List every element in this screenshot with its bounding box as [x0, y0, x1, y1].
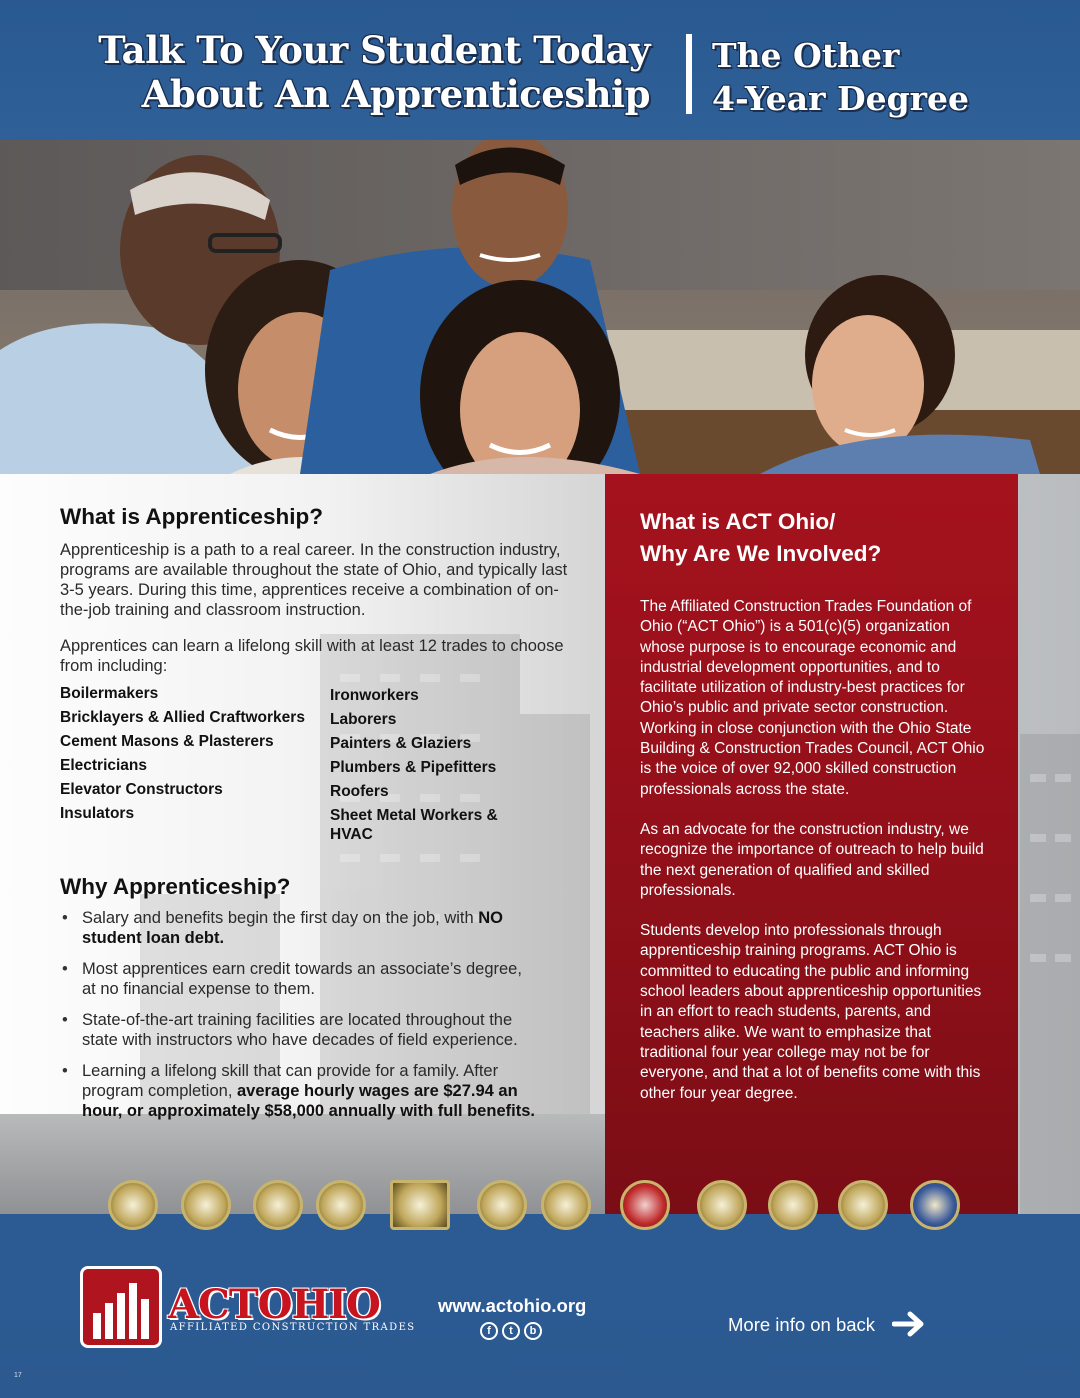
trade-item: Boilermakers	[60, 685, 159, 702]
union-badge-icon	[181, 1180, 231, 1230]
union-badge-icon	[253, 1180, 303, 1230]
why-item-text: State-of-the-art training facilities are located throughout the state with instructors who have decades of field experience.	[82, 1011, 518, 1049]
act-title-line1: What is ACT Ohio/	[640, 509, 836, 534]
why-item-bold: NO student loan debt.	[82, 909, 504, 947]
header-right-line1: The Other	[712, 36, 900, 75]
more-info-text: More info on back	[728, 1314, 876, 1335]
what-is-apprenticeship-title: What is Apprenticeship?	[60, 504, 323, 529]
why-list-item	[60, 1010, 540, 1050]
union-badge-icon	[390, 1180, 450, 1230]
trade-item: Insulators	[60, 805, 135, 822]
header-right-line2: 4-Year Degree	[712, 79, 970, 118]
trade-item: Elevator Constructors	[60, 781, 223, 798]
trade-item: Painters & Glaziers	[330, 735, 472, 752]
header-banner	[0, 0, 1080, 140]
act-paragraph-1: The Affiliated Construction Trades Foundation of Ohio (“ACT Ohio”) is a 501(c)(5) organization whose purpose is to encourage economic and industrial development opportunities, and to facilitate utilization of industry-best practices for Ohio’s public and private sector construction. Working in close conjunction with the Ohio State Building & Construction Trades Council, ACT Ohio is the voice of over 92,000 skilled construction professionals across the state.	[640, 598, 985, 798]
header-divider	[686, 34, 692, 114]
why-list-item	[60, 959, 540, 999]
trades-list-left	[60, 684, 310, 828]
union-badge-icon	[316, 1180, 366, 1230]
logo-ohio: OHIO	[257, 1281, 380, 1328]
header-left-line2: About An Apprenticeship	[141, 72, 650, 116]
header-title-right	[712, 34, 969, 120]
why-list-item	[60, 908, 540, 948]
trade-item: Cement Masons & Plasterers	[60, 733, 274, 750]
union-badge-icon	[838, 1180, 888, 1230]
trade-item: Laborers	[330, 711, 397, 728]
act-ohio-title	[640, 506, 986, 570]
what-is-paragraph-1: Apprenticeship is a path to a real career. In the construction industry, programs are available throughout the state of Ohio, and typically last 3-5 years. During this time, apprentices receive a combination of on-the-job training and classroom instruction.	[60, 541, 568, 619]
header-title-left	[98, 28, 650, 116]
union-badge-icon	[620, 1180, 670, 1230]
why-item-bold: average hourly wages are $27.94 an hour, or approximately $58,000 annually with full benefits.	[82, 1082, 535, 1120]
left-column	[60, 504, 570, 676]
trade-item: Bricklayers & Allied Craftworkers	[60, 709, 305, 726]
what-is-paragraph-2: Apprentices can learn a lifelong skill with at least 12 trades to choose from including:	[60, 637, 564, 675]
union-badge-icon	[108, 1180, 158, 1230]
social-icons	[480, 1322, 542, 1340]
footer	[0, 1214, 1080, 1398]
union-badge-icon	[477, 1180, 527, 1230]
act-ohio-logo-mark	[80, 1266, 162, 1348]
act-title-line2: Why Are We Involved?	[640, 541, 882, 566]
why-apprenticeship-section	[60, 874, 540, 1132]
why-list	[60, 908, 540, 1121]
act-ohio-logo-text	[168, 1281, 380, 1328]
act-ohio-box	[605, 474, 1018, 1214]
union-badge-icon	[768, 1180, 818, 1230]
logo-act: ACT	[168, 1281, 258, 1328]
union-badge-icon	[541, 1180, 591, 1230]
blog-icon[interactable]: b	[524, 1322, 542, 1340]
union-badge-icon	[910, 1180, 960, 1230]
students-photo-illustration	[0, 140, 1080, 474]
print-code: 17	[14, 1372, 22, 1379]
trade-item: Roofers	[330, 783, 389, 800]
act-paragraph-2: As an advocate for the construction industry, we recognize the importance of outreach to help build the next generation of qualified and skilled professionals.	[640, 820, 984, 899]
trades-list-right	[330, 686, 520, 849]
why-item-text: Salary and benefits begin the first day on the job, with	[82, 909, 474, 927]
facebook-icon[interactable]: f	[480, 1322, 498, 1340]
building-bars-icon	[83, 1269, 159, 1345]
trade-item: Sheet Metal Workers & HVAC	[330, 807, 498, 843]
why-apprenticeship-title: Why Apprenticeship?	[60, 874, 291, 899]
why-list-item	[60, 1061, 540, 1121]
header-left-line1: Talk To Your Student Today	[98, 28, 650, 72]
why-item-text: Learning a lifelong skill that can provide for a family. After program completion,	[82, 1062, 499, 1100]
act-paragraph-3: Students develop into professionals through apprenticeship training programs. ACT Ohio is committed to educating the public and informing school leaders about apprenticeship opportunities in an effort to reach students, parents, and teachers alike. We want to emphasize that traditional four year college may not be for everyone, and that a lot of benefits come with this other four year degree.	[640, 922, 982, 1102]
arrow-right-icon	[892, 1310, 926, 1338]
why-item-text: Most apprentices earn credit towards an associate’s degree, at no financial expense to them.	[82, 960, 522, 998]
trade-item: Electricians	[60, 757, 148, 774]
logo-subtitle: AFFILIATED CONSTRUCTION TRADES	[170, 1322, 416, 1333]
students-photo	[0, 140, 1080, 474]
union-badge-icon	[697, 1180, 747, 1230]
trade-union-badges	[0, 1180, 1080, 1240]
website-link[interactable]: www.actohio.org	[438, 1295, 587, 1316]
twitter-icon[interactable]: t	[502, 1322, 520, 1340]
trade-item: Ironworkers	[330, 687, 419, 704]
trade-item: Plumbers & Pipefitters	[330, 759, 497, 776]
